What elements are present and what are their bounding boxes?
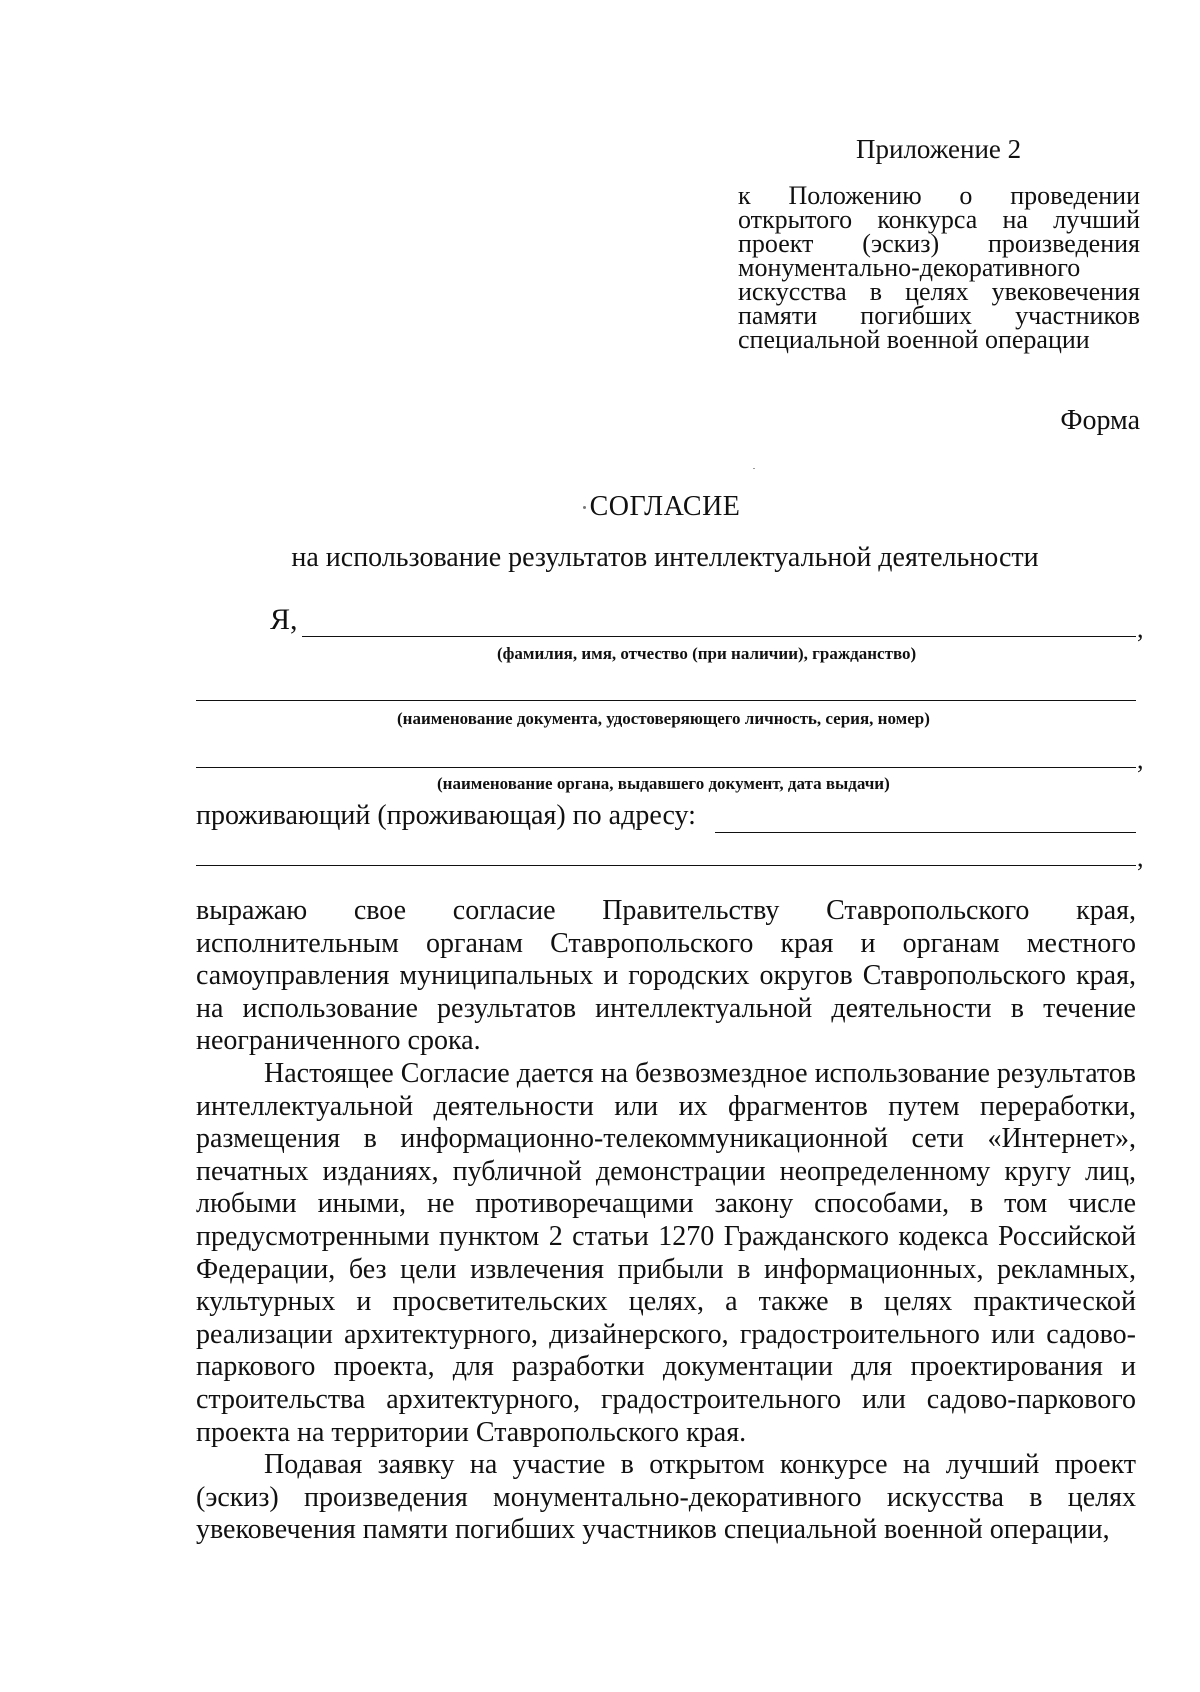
- consent-paragraph: выражаю свое согласие Правительству Ставропольского края, исполнительным органам Ставропольского края и органам местного самоуправления муниципальных и городских округов Ставропольского края, на использование результатов интеллектуальной деятельности в течение неограниченного срока.: [196, 895, 1136, 1057]
- document-subtitle: на использование результатов интеллектуальной деятельности: [291, 542, 1039, 573]
- appendix-line: к Положению о проведении: [738, 181, 1140, 210]
- appendix-title: Приложение 2: [856, 134, 1022, 164]
- comma: ,: [1137, 745, 1144, 774]
- appendix-line: специальной военной операции: [738, 325, 1090, 354]
- consent-body: [196, 895, 1136, 1547]
- issuer-input-line[interactable]: [196, 767, 1136, 768]
- appendix-line: искусства в целях увековечения: [738, 277, 1140, 306]
- appendix-line: монументально-декоративного: [738, 253, 1081, 282]
- comma: ,: [1137, 843, 1144, 872]
- appendix-line: проект (эскиз) произведения: [738, 229, 1140, 258]
- document-title: СОГЛАСИЕ: [589, 491, 741, 522]
- comma: ,: [1137, 614, 1144, 643]
- ya-label: Я,: [270, 603, 298, 636]
- issuer-caption: (наименование органа, выдавшего документ, дата выдачи): [437, 774, 890, 793]
- document-caption: (наименование документа, удостоверяющего личность, серия, номер): [397, 709, 930, 728]
- appendix-line: открытого конкурса на лучший: [738, 205, 1140, 234]
- address-continuation-line[interactable]: [196, 865, 1136, 866]
- appendix-reference: [738, 181, 1140, 354]
- name-input-line[interactable]: [302, 636, 1136, 637]
- address-input-line[interactable]: [715, 832, 1136, 833]
- consent-paragraph: Подавая заявку на участие в открытом конкурсе на лучший проект (эскиз) произведения монументально-декоративного искусства в целях увековечения памяти погибших участников специальной военной операции,: [196, 1449, 1136, 1546]
- address-label: проживающий (проживающая) по адресу:: [196, 800, 696, 831]
- appendix-line: памяти погибших участников: [738, 301, 1140, 330]
- form-label: Форма: [1060, 405, 1140, 436]
- consent-paragraph: Настоящее Согласие дается на безвозмездное использование результатов интеллектуальной деятельности или их фрагментов путем переработки, размещения в информационно-телекоммуникационной сети «Интернет», печатных изданиях, публичной демонстрации неопределенному кругу лиц, любыми иными, не противоречащими закону способами, в том числе предусмотренными пунктом 2 статьи 1270 Гражданского кодекса Российской Федерации, без цели извлечения прибыли в информационных, рекламных, культурных и просветительских целях, а также в целях практической реализации архитектурного, дизайнерского, градостроительного или садово-паркового проекта, для разработки документации для проектирования и строительства архитектурного, градостроительного или садово-паркового проекта на территории Ставропольского края.: [196, 1057, 1136, 1448]
- document-input-line[interactable]: [196, 700, 1136, 701]
- name-caption: (фамилия, имя, отчество (при наличии), гражданство): [497, 644, 917, 663]
- scan-speck: [753, 468, 755, 469]
